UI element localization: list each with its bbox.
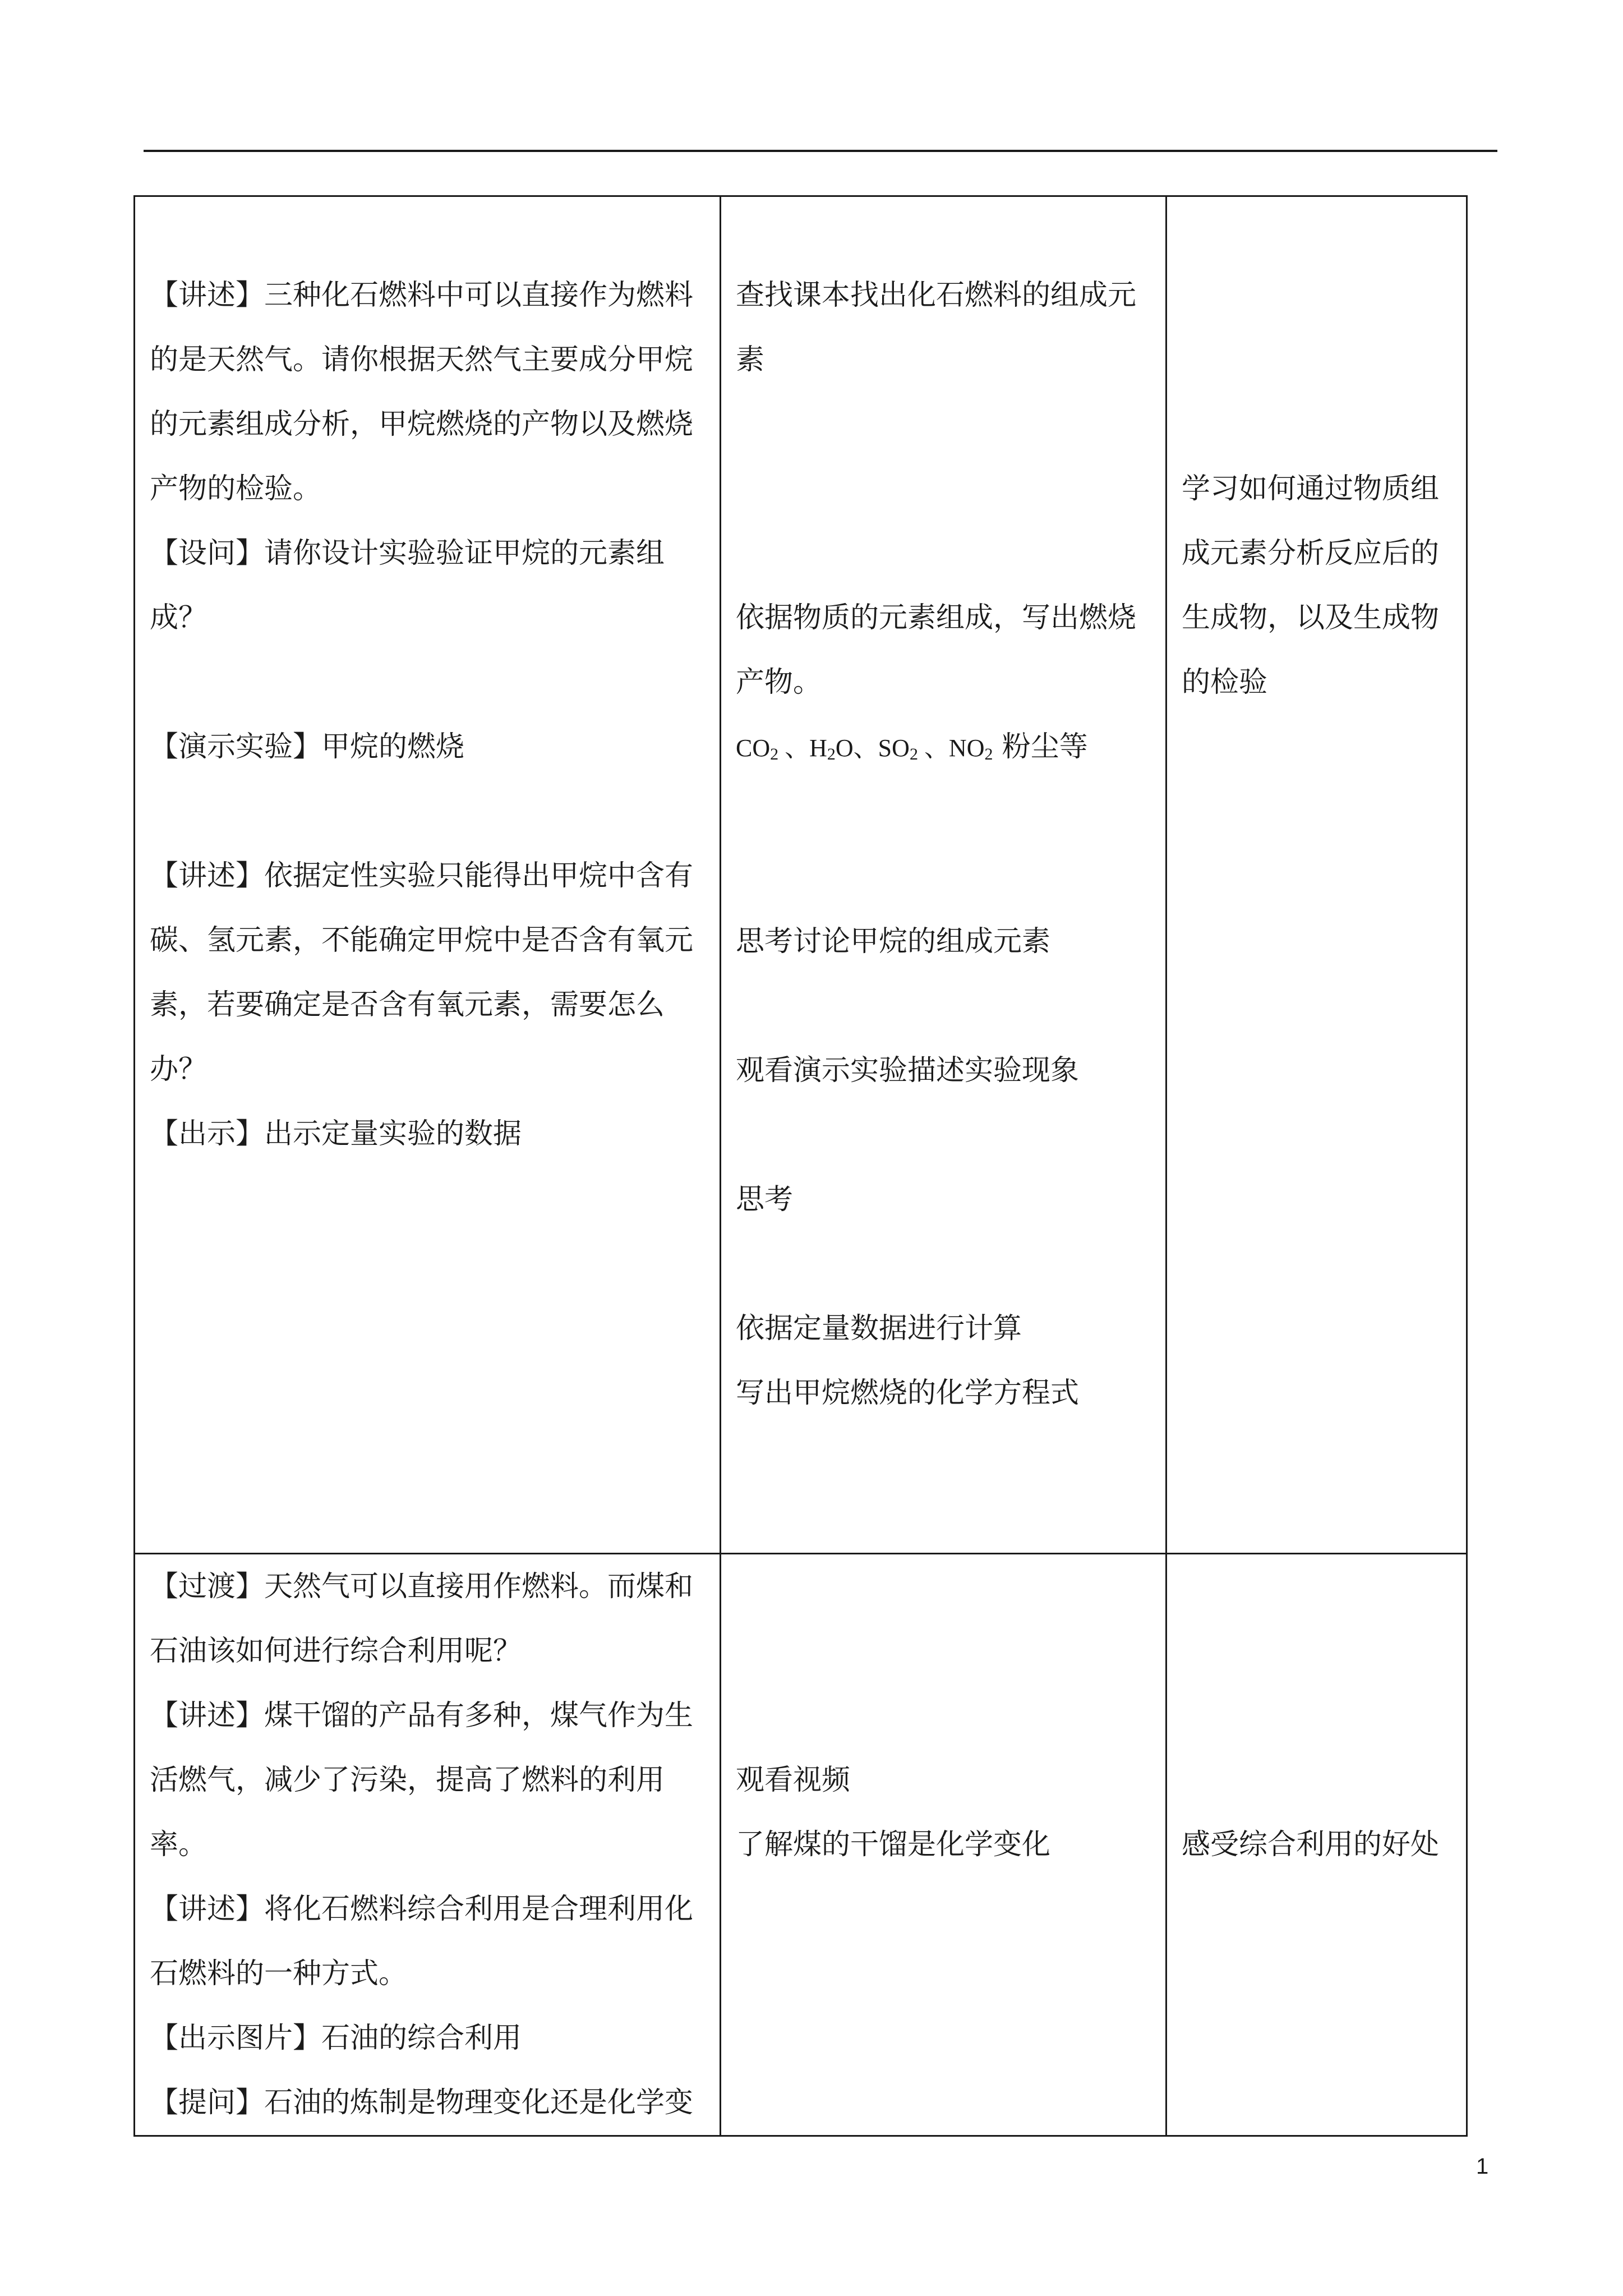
design-intent: 学习如何通过物质组成元素分析反应后的生成物，以及生成物的检验	[1182, 472, 1440, 699]
student-task: 观看演示实验描述实验现象	[736, 1054, 1080, 1087]
transition-paragraph: 【过渡】天然气可以直接用作燃料。而煤和石油该如何进行综合利用呢？	[150, 1570, 694, 1668]
demo-paragraph: 【演示实验】甲烷的燃烧	[150, 730, 465, 763]
teacher-activity-cell	[135, 1554, 721, 2136]
combustion-products-formula: $CO_2$ 、$H_2O$、$SO_2$ 、$NO_2$ 粉尘等	[736, 730, 1088, 763]
design-intent-cell	[1166, 196, 1467, 1554]
narration-paragraph: 【讲述】煤干馏的产品有多种，煤气作为生活燃气，减少了污染，提高了燃料的利用率。	[150, 1699, 694, 1861]
teacher-activity-cell	[135, 196, 721, 1554]
question-paragraph: 【提问】石油的炼制是物理变化还是化学变	[150, 2086, 694, 2119]
design-intent-cell	[1166, 1554, 1467, 2136]
student-task: 依据物质的元素组成，写出燃烧产物。	[736, 601, 1137, 699]
student-task: 思考	[736, 1183, 794, 1216]
table-row	[135, 196, 1467, 1554]
narration-paragraph: 【讲述】将化石燃料综合利用是合理利用化石燃料的一种方式。	[150, 1893, 694, 1990]
student-task: 了解煤的干馏是化学变化	[736, 1828, 1051, 1861]
student-task: 观看视频	[736, 1764, 851, 1797]
student-task: 依据定量数据进行计算	[736, 1312, 1022, 1345]
display-paragraph: 【出示】出示定量实验的数据	[150, 1117, 522, 1151]
design-intent: 感受综合利用的好处	[1182, 1828, 1440, 1861]
question-paragraph: 【设问】请你设计实验验证甲烷的元素组成？	[150, 537, 665, 634]
lesson-plan-table	[133, 195, 1468, 2137]
student-activity-cell	[721, 196, 1166, 1554]
student-task: 思考讨论甲烷的组成元素	[736, 925, 1051, 958]
student-activity-cell	[721, 1554, 1166, 2136]
narration-paragraph: 【讲述】三种化石燃料中可以直接作为燃料的是天然气。请你根据天然气主要成分甲烷的元素组成分析，甲烷燃烧的产物以及燃烧产物的检验。	[150, 279, 694, 505]
narration-paragraph: 【讲述】依据定性实验只能得出甲烷中含有碳、氢元素，不能确定甲烷中是否含有氧元素，若要确定是否含有氧元素，需要怎么办？	[150, 859, 694, 1086]
student-task: 写出甲烷燃烧的化学方程式	[736, 1377, 1080, 1410]
header-rule	[144, 150, 1497, 152]
table-row	[135, 1554, 1467, 2136]
page-number: 1	[1476, 2154, 1489, 2179]
student-task: 查找课本找出化石燃料的组成元素	[736, 279, 1137, 376]
display-paragraph: 【出示图片】石油的综合利用	[150, 2022, 522, 2055]
